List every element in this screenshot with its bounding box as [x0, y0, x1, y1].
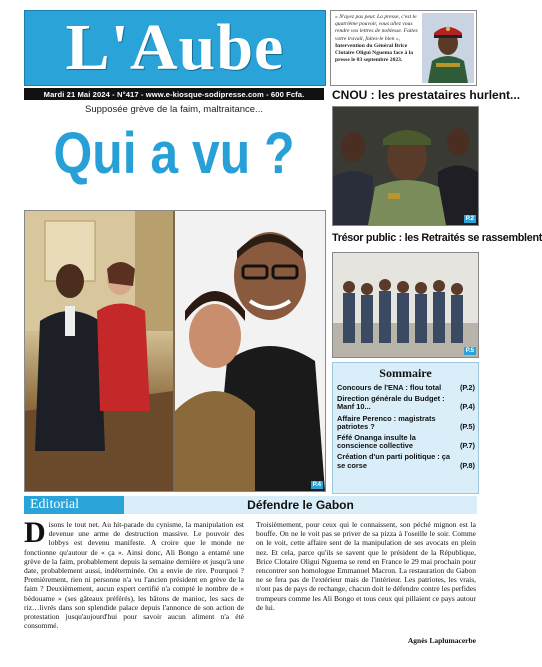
sommaire-item — [333, 384, 478, 392]
editorial-column-1 — [24, 516, 244, 631]
editorial-title: Défendre le Gabon — [247, 498, 354, 512]
quote-text — [335, 14, 421, 64]
main-photo-page-tag: P.4 — [312, 482, 321, 488]
main-headline: Qui a vu ? — [53, 121, 295, 186]
couple-illustration — [25, 211, 173, 491]
sommaire-item-page: (P.2) — [459, 383, 475, 392]
editorial-col1-text: isons le tout net. Au hit-parade du cynisme, la manipulation est devenue une arme de destruction massive. Le pouvoir des lobbys est devenu manifeste. A croire que le monde ne fonctionne qu'autour de « ça ». Ainsi donc, Ali Bongo a entamé une grève de la faim, probablement depuis la semaine dernière et jusqu'à une date, probablement aussi, indéterminée. On a envie de rire. Pourquoi ? Premièrement, rien ni personne n'a vu l'ancien président en grève de la faim ? Deuxièmement, aucun expert certifié n'a compté le nombre de « bédouame » (ses gâteaux préférés), les bâtons de manioc, les sacs de riz…livrés dans son splendide palace depuis l'annonce de son action de protestation jusqu'aujourd'hui pour savoir aucun aliment n'a été consommé. — [24, 520, 244, 631]
main-photo-couple-panel — [25, 211, 173, 491]
sommaire-title: Sommaire — [379, 366, 432, 380]
sommaire-item-label: Concours de l'ENA : flou total — [337, 383, 442, 392]
sommaire-item — [333, 453, 478, 469]
general-portrait-illustration — [422, 13, 474, 83]
sommaire-item — [333, 415, 478, 431]
sommaire-box — [332, 362, 479, 494]
sommaire-item-label: Féfé Onanga insulte la conscience collective — [337, 433, 416, 451]
main-photo — [24, 210, 326, 492]
tresor-title: Trésor public : les Retraités se rassemblent — [332, 232, 542, 244]
editorial-col2-text: Troisièmement, pour ceux qui le connaissent, son péché mignon est la bouffe. On ne le voit pas se priver de sa pizza à l'oseille le soir. Comme on le voit, cette affaire sent de la manipulation de ses avocats en plein nez. Et cela, parce qu'ils se savent que le président de la République, Brice Clotaire Oligui Nguema se rend en France le 29 mai prochain pour rencontrer son homologue Emmanuel Macron. La restauration du Gabon ne se fera pas de l'extérieur mais de l'intérieur. Les patriotes, les vrais, n'ont pas de pays de rechange, chacun doit le défendre contre les perfides trompeurs comme les Ali Bongo et tous ceux qui pillaient ce pays autour de lui. — [256, 520, 476, 612]
quote-body: « N'ayez pas peur. La presse, c'est le quatrième pouvoir, vous allez vous rendre vos lettres de noblesse. Faites votre travail, faites-le bien », — [335, 14, 418, 42]
sommaire-item — [333, 395, 478, 411]
cnou-page-tag: P.2 — [465, 216, 474, 222]
sommaire-item — [333, 434, 478, 450]
sommaire-item-page: (P.4) — [459, 402, 475, 412]
masthead-logo: L'Aube — [65, 11, 285, 84]
tresor-illustration — [333, 253, 478, 357]
cnou-title: CNOU : les prestataires hurlent... — [332, 88, 521, 102]
cnou-illustration — [333, 107, 478, 225]
sommaire-item-page: (P.8) — [459, 460, 475, 470]
portrait-illustration — [175, 211, 325, 491]
sommaire-item-page: (P.5) — [459, 421, 475, 431]
quote-box — [330, 10, 477, 86]
cnou-photo — [332, 106, 479, 226]
sommaire-item-label: Affaire Perenco : magistrats patriotes ? — [337, 413, 436, 431]
editorial-label: Editorial — [24, 496, 124, 514]
editorial-dropcap: D — [24, 516, 46, 549]
main-kicker: Supposée grève de la faim, maltraitance... — [85, 104, 263, 115]
tresor-photo — [332, 252, 479, 358]
dateline-bar: Mardi 21 Mai 2024 - N°417 - www.e-kiosque-sodipresse.com - 600 Fcfa. — [24, 88, 324, 100]
masthead — [24, 10, 326, 86]
main-photo-portrait-panel — [175, 211, 325, 491]
quote-attribution: Intervention du Général Brice Clotaire Oligui Nguema face à la presse le 03 septembre 2023. — [335, 42, 414, 64]
sommaire-item-page: (P.7) — [459, 441, 475, 451]
editorial-column-2 — [256, 520, 476, 612]
sommaire-item-label: Direction générale du Budget : Manf 10... — [337, 394, 445, 412]
sommaire-item-label: Création d'un parti politique : ça se corse — [337, 452, 451, 470]
editorial-signature: Agnès Laplumacerbe — [407, 636, 476, 645]
general-portrait — [422, 13, 474, 83]
tresor-page-tag: P.5 — [465, 348, 474, 354]
